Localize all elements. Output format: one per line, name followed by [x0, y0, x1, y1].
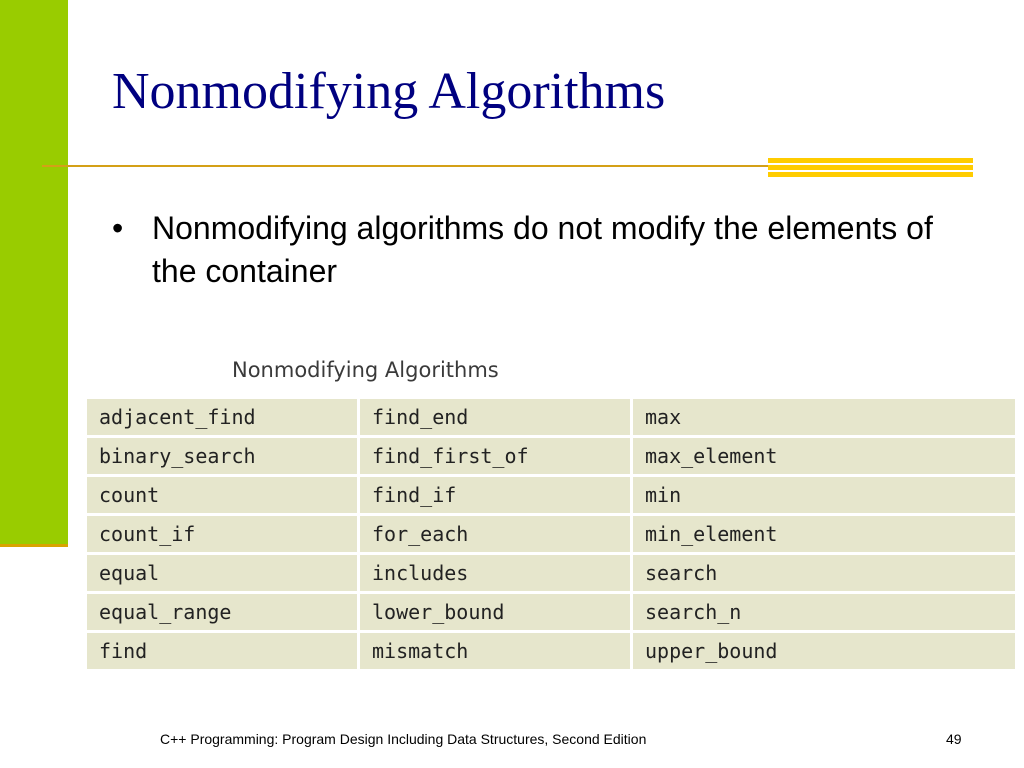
- table-cell: find_first_of: [359, 437, 632, 476]
- table-cell: search: [632, 554, 1017, 593]
- accent-bar-top: [768, 158, 973, 163]
- left-accent-bar-edge: [0, 544, 68, 547]
- table-cell: min: [632, 476, 1017, 515]
- table-row: [86, 476, 1017, 515]
- table-cell: search_n: [632, 593, 1017, 632]
- table-cell: find: [86, 632, 359, 671]
- table-row: [86, 515, 1017, 554]
- table-cell: count: [86, 476, 359, 515]
- table-cell: upper_bound: [632, 632, 1017, 671]
- table-row: [86, 398, 1017, 437]
- algorithms-table: [84, 396, 1018, 672]
- table-cell: equal: [86, 554, 359, 593]
- table-caption: Nonmodifying Algorithms: [232, 358, 499, 382]
- table-cell: adjacent_find: [86, 398, 359, 437]
- algorithms-table-body: [86, 398, 1017, 671]
- table-cell: max_element: [632, 437, 1017, 476]
- table-row: [86, 632, 1017, 671]
- table-cell: mismatch: [359, 632, 632, 671]
- accent-bar-middle: [768, 165, 973, 170]
- table-row: [86, 593, 1017, 632]
- table-row: [86, 437, 1017, 476]
- table-cell: for_each: [359, 515, 632, 554]
- bullet-item: [112, 207, 972, 293]
- table-cell: max: [632, 398, 1017, 437]
- table-cell: binary_search: [86, 437, 359, 476]
- table-cell: count_if: [86, 515, 359, 554]
- accent-bar-bottom: [768, 172, 973, 177]
- table-cell: includes: [359, 554, 632, 593]
- table-cell: lower_bound: [359, 593, 632, 632]
- table-cell: find_if: [359, 476, 632, 515]
- slide-title: Nonmodifying Algorithms: [112, 63, 666, 120]
- left-accent-bar: [0, 0, 68, 546]
- bullet-marker: •: [112, 210, 124, 246]
- page-number: 49: [946, 731, 962, 747]
- table-cell: find_end: [359, 398, 632, 437]
- table-cell: min_element: [632, 515, 1017, 554]
- title-accent-bars: [768, 158, 973, 178]
- table-cell: equal_range: [86, 593, 359, 632]
- bullet-text: Nonmodifying algorithms do not modify the elements of the container: [152, 210, 933, 289]
- footer-text: C++ Programming: Program Design Including Data Structures, Second Edition: [160, 731, 647, 747]
- table-row: [86, 554, 1017, 593]
